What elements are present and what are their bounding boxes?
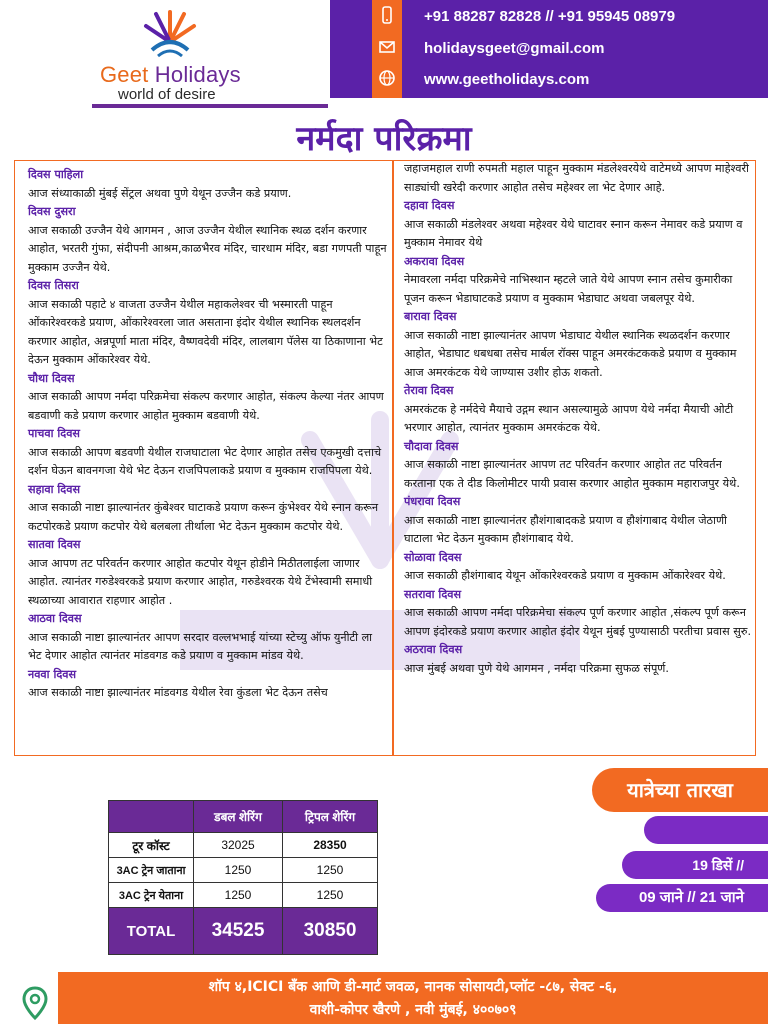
sun-logo-icon bbox=[140, 6, 200, 62]
day-block bbox=[28, 610, 388, 666]
day-text: आज सकाळी नाष्टा झाल्यानंतर आपण भेडाघाट येथील स्थानिक स्थळदर्शन करणार आहोत, भेडाघाट धबधबा तसेच मार्बल रॉक्स पाहून अमरकंटककडे प्रयाण व मुक्काम आज अमरकंटक येथे जाण्यास उशीर होऊ शकतो. bbox=[404, 328, 737, 379]
globe-icon bbox=[378, 69, 396, 87]
address-line-1: शॉप ४,ICICI बँक आणि डी-मार्ट जवळ, नानक सोसायटी,प्लॉट -८७, सेक्ट -६, bbox=[208, 979, 618, 995]
day-block bbox=[404, 641, 754, 678]
table-cell: 32025 bbox=[194, 833, 283, 858]
day-heading: सोळावा दिवस bbox=[404, 550, 462, 564]
footer-address bbox=[58, 976, 768, 1022]
date-pill: 09 जाने // 21 जाने bbox=[596, 884, 768, 912]
day-heading: सहावा दिवस bbox=[28, 482, 81, 496]
day-heading: अठरावा दिवस bbox=[404, 643, 463, 656]
itinerary-right-column bbox=[404, 160, 754, 678]
day-heading: सातवा दिवस bbox=[28, 538, 81, 551]
date-pill: 19 डिसें // bbox=[622, 851, 768, 879]
table-cell: 3AC ट्रेन जाताना bbox=[109, 858, 194, 883]
logo-underline bbox=[92, 104, 328, 108]
day-text: आज सकाळी नाष्टा झाल्यानंतर आपण सरदार वल्लभभाई यांच्या स्टेच्यु ऑफ युनीटी ला भेट देणार आहोत त्यानंतर मांडवगड कडे प्रयाण व मुक्काम मांडव येथे. bbox=[28, 630, 373, 662]
day-block bbox=[28, 425, 388, 481]
day-block bbox=[28, 666, 388, 703]
day-block bbox=[28, 277, 388, 370]
day-heading: दिवस तिसरा bbox=[28, 279, 79, 292]
itinerary-left-column bbox=[28, 166, 388, 703]
date-pill bbox=[644, 816, 768, 844]
location-pin-icon bbox=[20, 986, 50, 1022]
day-text: आज सकाळी आपण नर्मदा परिक्रमेचा संकल्प पूर्ण करणार आहोत ,संकल्प पूर्ण करून आपण इंदोरकडे प्रयाण करणार आहोत इंदोर येथून मुंबई पुण्यासाठी परतीचा प्रवास सुरु. bbox=[404, 606, 751, 638]
table-cell: टूर कॉस्ट bbox=[109, 833, 194, 858]
email-icon bbox=[378, 38, 396, 56]
day-block bbox=[404, 549, 754, 586]
day-heading: नववा दिवस bbox=[28, 667, 77, 681]
day-heading: आठवा दिवस bbox=[28, 612, 82, 625]
day-block bbox=[404, 438, 754, 494]
day-text: आज सकाळी हौशंगाबाद येथून ओंकारेश्वरकडे प्रयाण व मुक्काम ओंकारेश्वर येथे. bbox=[404, 569, 726, 582]
total-label: TOTAL bbox=[109, 908, 194, 955]
day-block bbox=[28, 203, 388, 277]
phone-icon bbox=[378, 6, 396, 24]
table-header-cell: ट्रिपल शेरिंग bbox=[283, 801, 378, 833]
day-block bbox=[28, 481, 388, 537]
day-text: आज आपण तट परिवर्तन करणार आहोत कटपोर येथून होडीने मिठीतलाईला जाणार आहोत. त्यानंतर गरुडेश्वरकडे प्रयाण करणार आहोत, गरुडेश्वरक येथे टेंभेस्वामी समाधी स्थळाच्या आवारात राहणार आहोत . bbox=[28, 556, 373, 607]
day-heading: दिवस पाहिला bbox=[28, 168, 84, 181]
brand-name bbox=[100, 62, 241, 88]
table-header-cell bbox=[109, 801, 194, 833]
day-text: आज मुंबई अथवा पुणे येथे आगमन , नर्मदा परिक्रमा सुफळ संपूर्ण. bbox=[404, 661, 669, 675]
day-heading: चौथा दिवस bbox=[28, 371, 75, 385]
contact-email[interactable]: holidaysgeet@gmail.com bbox=[424, 40, 605, 57]
day-text: अमरकंटक हे नर्मदेचे मैयाचे उद्गम स्थान असल्यामुळे आपण येथे नर्मदा मैयाची ओटी भरणार आहोत, त्यानंतर मुक्काम अमरकंटक येथे. bbox=[404, 402, 734, 434]
total-triple: 30850 bbox=[283, 908, 378, 955]
table-header-cell: डबल शेरिंग bbox=[194, 801, 283, 833]
day-heading: तेरावा दिवस bbox=[404, 384, 454, 397]
day-block bbox=[404, 308, 754, 382]
day-text: आज सकाळी उज्जैन येथे आगमन , आज उज्जैन येथील स्थानिक स्थळ दर्शन करणार आहोत, भरतरी गुंफा, संदीपनी आश्रम,काळभैरव मंदिर, चारधाम मंदिर, बडा गणपती पाहून मुक्काम उज्जैन येथे. bbox=[28, 223, 387, 274]
day-heading: चौदावा दिवस bbox=[404, 439, 459, 453]
day-text-continued: जहाजमहाल राणी रुपमती महाल पाहून मुक्काम मंडलेश्वरयेथे वाटेमध्ये आपण माहेश्वरी साड्यांची खरेदी करणार आहोत तसेच महेश्वर ला भेट देणार आहे. bbox=[404, 162, 749, 194]
day-block bbox=[404, 253, 754, 309]
day-block bbox=[404, 586, 754, 642]
day-heading: दिवस दुसरा bbox=[28, 205, 76, 218]
day-text: आज सकाळी नाष्टा झाल्यानंतर हौशंगाबादकडे प्रयाण व हौशंगाबाद येथील जेठाणी घाटाला भेट देऊन मुक्काम हौशंगाबाद येथे. bbox=[404, 513, 727, 545]
day-text: आज सकाळी आपण बडवणी येथील राजघाटाला भेट देणार आहोत तसेच एकमुखी दत्ताचे दर्शन घेऊन बावनगजा येथे भेट देऊन राजपिपलाकडे प्रयाण व मुक्काम राजपिपला येथे. bbox=[28, 445, 382, 477]
day-heading: सतरावा दिवस bbox=[404, 587, 462, 601]
table-cell: 1250 bbox=[194, 883, 283, 908]
total-double: 34525 bbox=[194, 908, 283, 955]
table-row bbox=[109, 858, 378, 883]
day-text: आज सकाळी आपण नर्मदा परिक्रमेचा संकल्प करणार आहोत, संकल्प केल्या नंतर आपण बडवाणी कडे प्रयाण करणार आहोत मुक्काम बडवाणी येथे. bbox=[28, 390, 384, 422]
day-heading: अकरावा दिवस bbox=[404, 254, 465, 268]
table-header-row bbox=[109, 801, 378, 833]
day-text: आज संध्याकाळी मुंबई सेंट्रल अथवा पुणे येथून उज्जैन कडे प्रयाण. bbox=[28, 186, 292, 200]
table-cell: 3AC ट्रेन येताना bbox=[109, 883, 194, 908]
day-heading: पंधरावा दिवस bbox=[404, 495, 461, 508]
page-title: नर्मदा परिक्रमा bbox=[296, 119, 472, 159]
itinerary-divider bbox=[392, 160, 394, 756]
day-heading: पाचवा दिवस bbox=[28, 427, 80, 440]
day-text: आज सकाळी मंडलेश्वर अथवा महेश्वर येथे घाटावर स्नान करून नेमावर कडे प्रयाण व मुक्काम नेमावर येथे bbox=[404, 217, 743, 249]
table-cell: 1250 bbox=[194, 858, 283, 883]
table-total-row bbox=[109, 908, 378, 955]
price-table bbox=[108, 800, 378, 955]
table-cell: 1250 bbox=[283, 883, 378, 908]
day-block bbox=[28, 370, 388, 426]
brand-first: Geet bbox=[100, 62, 149, 87]
table-cell: 28350 bbox=[283, 833, 378, 858]
day-block bbox=[404, 493, 754, 549]
dates-title: यात्रेच्या तारखा bbox=[627, 778, 733, 802]
table-cell: 1250 bbox=[283, 858, 378, 883]
contact-website[interactable]: www.geetholidays.com bbox=[424, 71, 590, 88]
day-block bbox=[404, 382, 754, 438]
day-block bbox=[404, 197, 754, 253]
day-heading: बारावा दिवस bbox=[404, 310, 457, 323]
table-row bbox=[109, 833, 378, 858]
brand-second: Holidays bbox=[148, 62, 241, 87]
table-row bbox=[109, 883, 378, 908]
day-text: आज सकाळी पहाटे ४ वाजता उज्जैन येथील महाकलेश्वर ची भस्मारती पाहून ओंकारेश्वरकडे प्रयाण, ओंकारेश्वरला जात असताना इंदोर येथील स्थानिक स्थलदर्शन करणार आहोत, अन्नपूर्णा माता मंदिर, वैष्णवदेवी मंदिर, लालबाग पॅलेस या ठिकाणाना भेट देऊन मुक्काम ओंकारेश्वर येथे. bbox=[28, 297, 383, 366]
address-line-2: वाशी-कोपर खैरणे , नवी मुंबई, ४००७०९ bbox=[309, 1002, 517, 1018]
day-text: आज सकाळी नाष्टा झाल्यानंतर मांडवगड येथील रेवा कुंडला भेट देऊन तसेच bbox=[28, 686, 328, 699]
contact-phone[interactable]: +91 88287 82828 // +91 95945 08979 bbox=[424, 8, 676, 25]
day-block bbox=[28, 166, 388, 203]
day-text: नेमावरला नर्मदा परिक्रमेचे नाभिस्थान म्हटले जाते येथे आपण स्नान तसेच कुमारीका पूजन करून भेडाघाटकडे प्रयाण व मुक्काम भेडाघाट अथवा जबलपूर येथे. bbox=[404, 273, 733, 305]
day-text: आज सकाळी नाष्टा झाल्यानंतर कुंबेश्वर घाटाकडे प्रयाण करून कुंभेश्वर येथे स्नान करून कटपोरकडे प्रयाण कटपोर येथे बलबला तीर्थाला भेट देऊन मुक्काम कटपोर येथे. bbox=[28, 501, 379, 533]
brand-tagline: world of desire bbox=[118, 86, 216, 103]
day-heading: दहावा दिवस bbox=[404, 199, 455, 212]
day-block bbox=[28, 536, 388, 610]
day-text: आज सकाळी नाष्टा झाल्यानंतर आपण तट परिवर्तन करणार आहोत तट परिवर्तन करताना एक ते दीड किलोमीटर पायी प्रवास करणार आहोत मुक्काम महाराजपुर येथे. bbox=[404, 458, 740, 490]
